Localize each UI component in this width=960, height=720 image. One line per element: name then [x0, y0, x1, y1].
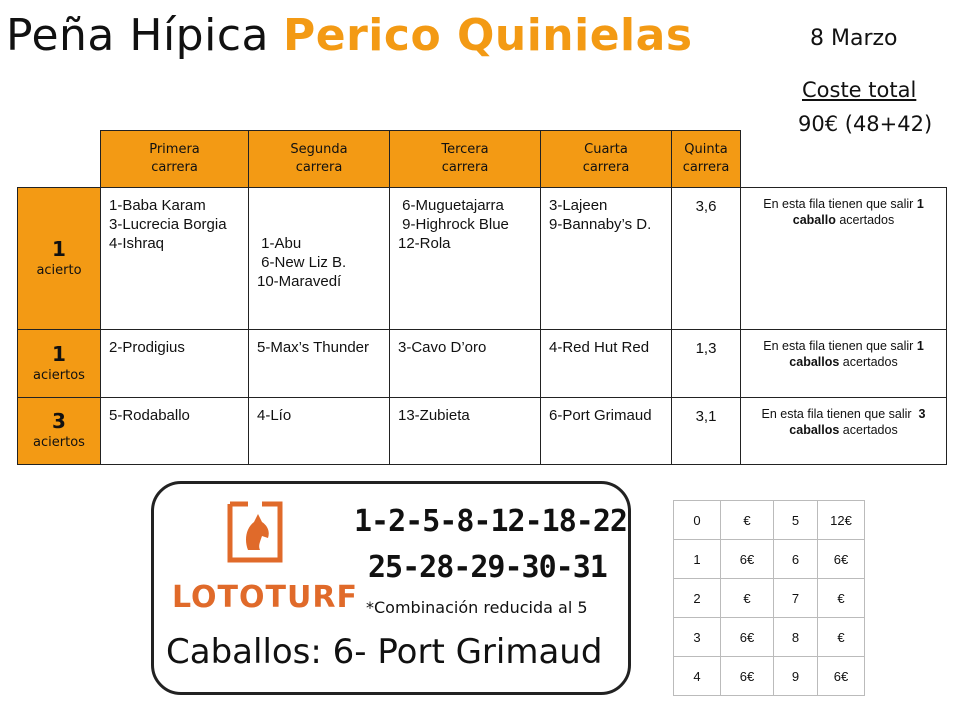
column-header: Primera carrera [101, 131, 249, 188]
column-header: Cuarta carrera [541, 131, 672, 188]
horses-label: Caballos: 6- Port Grimaud [166, 632, 603, 672]
table-row [18, 188, 947, 330]
title-brand: Perico Quinielas [283, 10, 693, 61]
row-header: 1 aciertos [18, 330, 101, 398]
row-note: En esta fila tienen que salir 1 caballo acertados [741, 188, 947, 330]
table-cell: 3 [674, 618, 721, 657]
table-row [674, 540, 865, 579]
table-cell: € [721, 579, 774, 618]
column-header: Tercera carrera [390, 131, 541, 188]
table-cell: 2-Prodigius [101, 330, 249, 398]
row-header: 3 aciertos [18, 398, 101, 465]
quinta-value: 3,1 [672, 398, 741, 465]
table-cell: 5-Max’s Thunder [249, 330, 390, 398]
column-header: Segunda carrera [249, 131, 390, 188]
table-cell: 6-Muguetajarra 9-Highrock Blue 12-Rola [390, 188, 541, 330]
table-cell: 6€ [818, 540, 865, 579]
combination-note: *Combinación reducida al 5 [366, 598, 588, 617]
page-title [6, 4, 693, 68]
bets-table [17, 130, 947, 465]
table-header-blank [741, 131, 947, 188]
table-cell: 5-Rodaballo [101, 398, 249, 465]
table-header-row [18, 131, 947, 188]
table-cell: 6€ [721, 657, 774, 696]
table-cell: 3-Cavo D’oro [390, 330, 541, 398]
table-row [674, 657, 865, 696]
date-label: 8 Marzo [810, 26, 898, 51]
table-cell: € [818, 618, 865, 657]
table-cell: € [818, 579, 865, 618]
quinta-value: 1,3 [672, 330, 741, 398]
table-cell: 2 [674, 579, 721, 618]
table-cell: 8 [774, 618, 818, 657]
table-cell: 7 [774, 579, 818, 618]
table-cell: 5 [774, 501, 818, 540]
cost-value: 90€ (48+42) [798, 112, 933, 136]
table-cell: 1-Baba Karam 3-Lucrecia Borgia 4-Ishraq [101, 188, 249, 330]
lototurf-logo: LOTOTURF [172, 580, 358, 615]
table-cell: 6 [774, 540, 818, 579]
table-row [674, 618, 865, 657]
lototurf-ticket [151, 481, 631, 695]
title-club-name: Peña Hípica [6, 10, 269, 61]
combination-line-2: 25-28-29-30-31 [368, 550, 607, 585]
table-cell: 4 [674, 657, 721, 696]
table-cell: 6€ [818, 657, 865, 696]
table-cell: 9 [774, 657, 818, 696]
table-cell: 6€ [721, 618, 774, 657]
cost-label: Coste total [802, 78, 917, 102]
table-row [674, 579, 865, 618]
column-header: Quinta carrera [672, 131, 741, 188]
horse-head-icon [226, 500, 284, 564]
combination-line-1: 1-2-5-8-12-18-22 [354, 504, 627, 539]
table-cell: 6€ [721, 540, 774, 579]
table-cell: 4-Lío [249, 398, 390, 465]
table-cell: 13-Zubieta [390, 398, 541, 465]
quinta-value: 3,6 [672, 188, 741, 330]
table-cell: 6-Port Grimaud [541, 398, 672, 465]
prize-table [673, 500, 865, 696]
table-cell: € [721, 501, 774, 540]
table-cell: 0 [674, 501, 721, 540]
table-corner [18, 131, 101, 188]
table-cell: 1-Abu 6-New Liz B. 10-Maravedí [249, 188, 390, 330]
row-note: En esta fila tienen que salir 1 caballos acertados [741, 330, 947, 398]
table-cell: 4-Red Hut Red [541, 330, 672, 398]
table-row [674, 501, 865, 540]
table-row [18, 398, 947, 465]
row-note: En esta fila tienen que salir 3 caballos acertados [741, 398, 947, 465]
table-cell: 1 [674, 540, 721, 579]
table-cell: 3-Lajeen 9-Bannaby’s D. [541, 188, 672, 330]
table-row [18, 330, 947, 398]
table-cell: 12€ [818, 501, 865, 540]
row-header: 1 acierto [18, 188, 101, 330]
